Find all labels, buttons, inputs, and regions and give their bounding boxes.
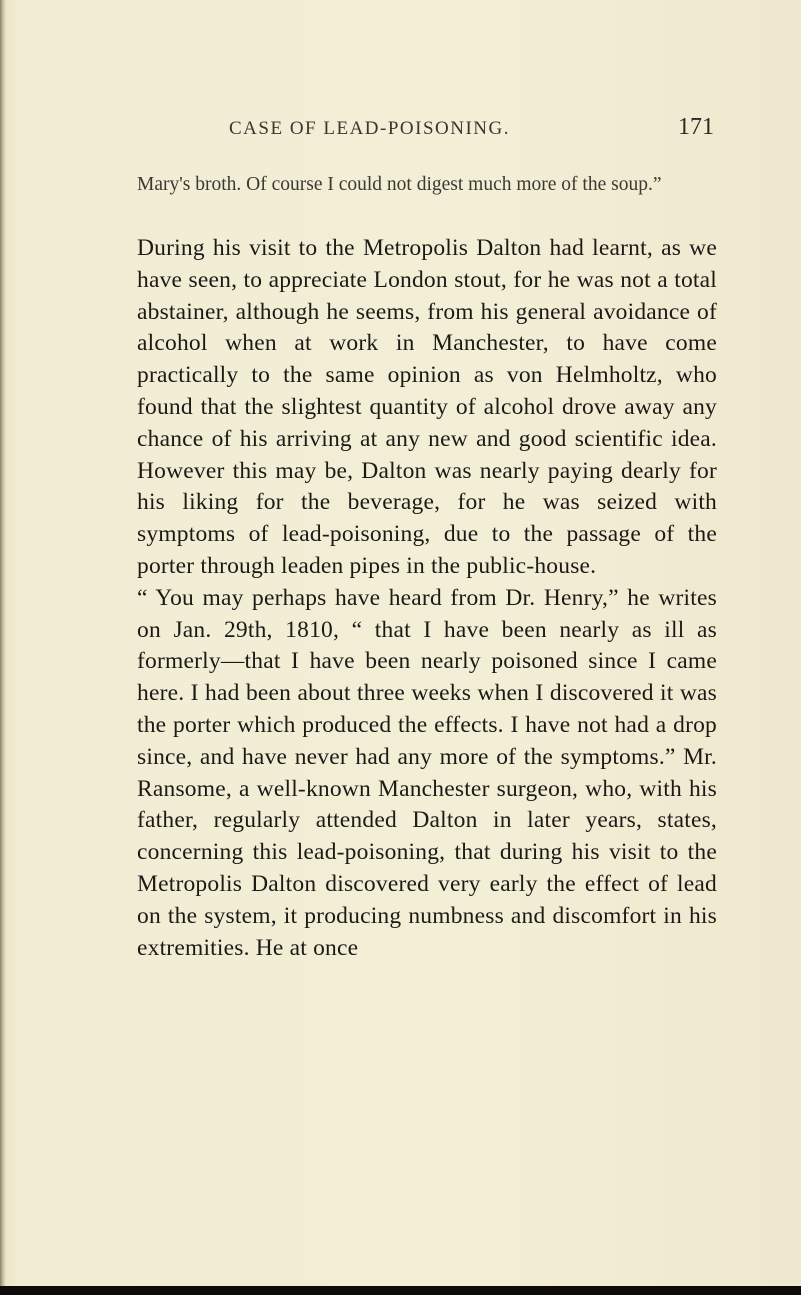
body-text	[137, 233, 717, 964]
page-header	[229, 114, 714, 144]
running-head: CASE OF LEAD-POISONING.	[229, 118, 510, 139]
quote-continuation: Mary's broth. Of course I could not digest much more of the soup.”	[137, 174, 662, 195]
page-number: 171	[678, 114, 714, 140]
paragraph: During his visit to the Metropolis Dalton had learnt, as we have seen, to appreciate London stout, for he was not a total abstainer, although he seems, from his general avoidance of alcohol when at work in Manchester, to have come practically to the same opinion as von Helmholtz, who found that the slightest quantity of alcohol drove away any chance of his arriving at any new and good scientific idea. However this may be, Dalton was nearly paying dearly for his liking for the beverage, for he was seized with symptoms of lead-poisoning, due to the passage of the porter through leaden pipes in the public-house.	[137, 235, 717, 579]
page-binding-edge	[0, 0, 6, 1295]
page-bottom-edge	[0, 1286, 801, 1295]
page-text	[137, 172, 717, 964]
paragraph: “ You may perhaps have heard from Dr. Henry,” he writes on Jan. 29th, 1810, “ that I have been nearly as ill as formerly—that I have been nearly poisoned since I came here. I had been about three weeks when I discovered it was the porter which produced the effects. I have not had a drop since, and have never had any more of the symptoms.” Mr. Ransome, a well-known Manchester surgeon, who, with his father, regularly attended Dalton in later years, states, concerning this lead-poisoning, that during his visit to the Metropolis Dalton discovered very early the effect of lead on the system, it producing numbness and discomfort in his extremities. He at once	[137, 584, 717, 961]
